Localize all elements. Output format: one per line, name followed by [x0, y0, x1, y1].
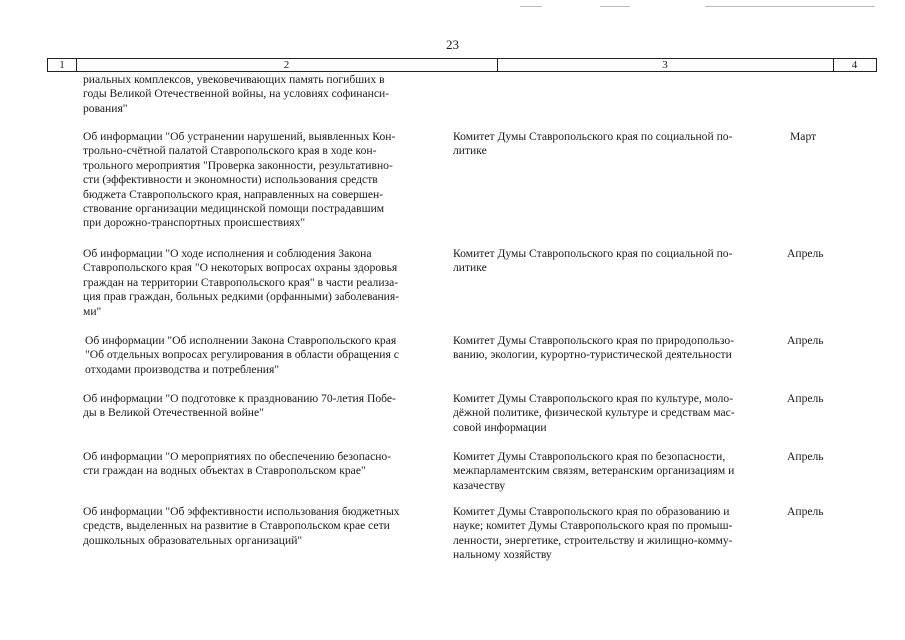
- header-col-4: 4: [851, 59, 858, 71]
- row-month: Апрель: [787, 450, 824, 463]
- row-month: Март: [790, 130, 817, 143]
- header-col-3: 3: [497, 59, 834, 71]
- page-number: 23: [446, 37, 459, 52]
- row-topic: Об информации "О подготовке к празднованию 70-летия Побе- ды в Великой Отечественной войне": [83, 392, 396, 420]
- row-committee: Комитет Думы Ставропольского края по культуре, моло- дёжной политике, физической культуре и средствам мас- совой информации: [453, 392, 735, 434]
- row-topic: Об информации "Об исполнении Закона Ставропольского края "Об отдельных вопросах регулирования в области обращения с отходами производства и потребления": [85, 334, 399, 376]
- row-committee: Комитет Думы Ставропольского края по социальной по- литике: [453, 247, 733, 275]
- row-committee: Комитет Думы Ставропольского края по образованию и науке; комитет Думы Ставропольского края по промыш- ленности, энергетике, строительству и жилищно-комму- нальному хозяйству: [453, 505, 733, 562]
- row-topic: Об информации "О ходе исполнения и соблюдения Закона Ставропольского края "О некоторых вопросах охраны здоровья граждан на территории Ставропольского края" в части реализа- ция прав граждан, больных редкими (орфанными) заболевания- ми": [83, 247, 400, 318]
- continuation-text: риальных комплексов, увековечивающих память погибших в годы Великой Отечественной войны, на условиях софинанси- рования": [83, 73, 390, 115]
- row-committee: Комитет Думы Ставропольского края по природопользо- ванию, экологии, курортно-туристической деятельности: [453, 334, 735, 362]
- row-topic: Об информации "Об эффективности использования бюджетных средств, выделенных на развитие в Ставропольском крае сети дошкольных образовательных организаций": [83, 505, 400, 547]
- row-committee: Комитет Думы Ставропольского края по социальной по- литике: [453, 130, 733, 158]
- row-topic: Об информации "О мероприятиях по обеспечению безопасно- сти граждан на водных объектах в Ставропольском крае": [83, 450, 392, 478]
- row-month: Апрель: [787, 247, 824, 260]
- row-month: Апрель: [787, 334, 824, 347]
- scan-artifact: [705, 6, 875, 7]
- header-col-2: 2: [76, 59, 498, 71]
- row-month: Апрель: [787, 392, 824, 405]
- table-header: [47, 58, 877, 72]
- scan-artifact: [600, 6, 630, 7]
- header-col-1: 1: [48, 59, 77, 71]
- scan-artifact: [520, 6, 542, 7]
- row-committee: Комитет Думы Ставропольского края по безопасности, межпарламентским связям, ветеранским организациям и казачеству: [453, 450, 735, 492]
- row-topic: Об информации "Об устранении нарушений, выявленных Кон- трольно-счётной палатой Ставропольского края в ходе кон- трольного мероприятия "Проверка законности, результативно- сти (эффективности и экономности) использования средств бюджета Ставропольского края, направленных на совершен- ствование организации медицинской помощи пострадавшим при дорожно-транспортных происшествиях": [83, 130, 396, 230]
- row-month: Апрель: [787, 505, 824, 518]
